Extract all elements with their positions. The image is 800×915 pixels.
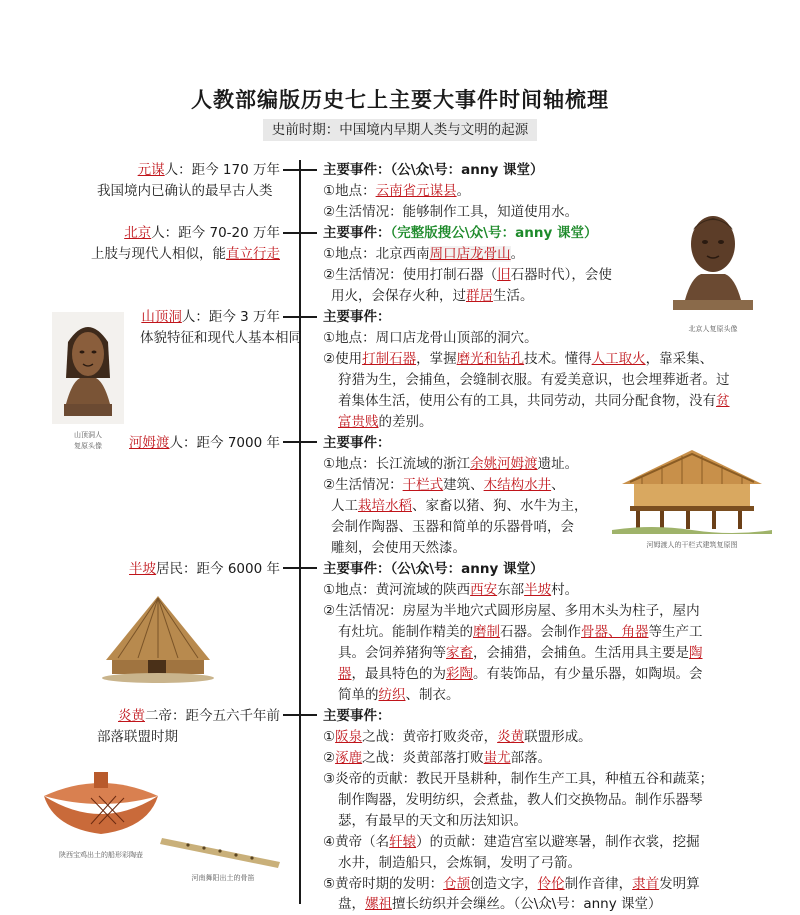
text: 。有装饰品，有少量乐器，如陶埙。会: [473, 666, 703, 682]
banpo-line3: [338, 622, 703, 643]
highlight: 炎黄: [497, 729, 525, 745]
timeline-tick: [283, 441, 317, 443]
text: 的差别。: [378, 414, 433, 430]
banpo-date: 居民：距今 6000 年: [156, 561, 280, 577]
text: 东部: [497, 582, 525, 598]
text: ，会捕猎，会捕鱼。生活用具主要是: [473, 645, 689, 661]
highlight: 蚩尤: [483, 750, 511, 766]
shandingdong-label: [141, 307, 280, 328]
highlight: 阪泉: [335, 729, 363, 745]
shandingdong-bust-image: [52, 312, 124, 424]
text: 、: [551, 477, 565, 493]
text: 技术。懂得: [524, 351, 592, 367]
banpo-line4: [338, 643, 703, 664]
beijing-desc: [91, 244, 280, 265]
timeline-tick: [283, 232, 317, 234]
text: ①地点：黄河流域的陕西: [323, 582, 471, 598]
beijing-man-bust-image: [663, 200, 763, 318]
yanhuang-line8: [323, 874, 700, 895]
yanhuang-line4: 制作陶器，发明纺织，会煮盐，教人们交换物品。制作乐器琴: [338, 792, 703, 808]
timeline-tick: [283, 714, 317, 716]
highlight: 家畜: [446, 645, 473, 661]
highlight: 贫: [716, 393, 730, 409]
boat-shaped-pottery-image: [36, 762, 166, 844]
highlight: 云南省元谋县: [375, 183, 457, 199]
text: 遗址。: [537, 456, 579, 472]
text: ，靠采集、: [645, 351, 714, 367]
text: ①地点：: [323, 183, 376, 199]
text: ①地点：长江流域的浙江: [323, 456, 471, 472]
yuanmou-line2: ②生活情况：能够制作工具，知道使用水。: [323, 204, 579, 220]
timeline-tick: [283, 567, 317, 569]
banpo-line6: [338, 685, 460, 706]
banpo-house-image: [98, 590, 218, 686]
yanhuang-line3: ③炎帝的贡献：教民开垦耕种，制作生产工具，种植五谷和蔬菜；: [323, 771, 714, 787]
text: 主要事件：: [323, 225, 391, 241]
text: 、家畜以猪、狗、水牛为主，: [412, 498, 588, 514]
shandingdong-line3: 狩猎为生，会捕鱼，会缝制衣服。有爱美意识，也会埋葬逝者。过: [338, 372, 730, 388]
yuanmou-name: 元谋: [137, 162, 165, 178]
beijing-line1: [323, 244, 524, 265]
text: 之战：黄帝打败炎帝，: [362, 729, 498, 745]
yuanmou-line1: [323, 181, 470, 202]
banpo-line2: ②生活情况：房屋为半地穴式圆形房屋、多用木头为柱子，屋内: [323, 603, 700, 619]
stilt-house-image: [612, 444, 772, 534]
highlight: 彩陶: [446, 666, 473, 682]
highlight: 人工取火: [591, 351, 646, 367]
shandingdong-line2: [323, 349, 713, 370]
text: ，最具特色的为: [351, 666, 446, 682]
yanhuang-line6: [323, 832, 700, 853]
highlight: 嫘祖: [365, 896, 392, 912]
hemudu-line3: [331, 496, 588, 517]
highlight: 干栏式: [402, 477, 444, 493]
beijing-date: 人：距今 70-20 万年: [151, 225, 280, 241]
yanhuang-line2: [323, 748, 551, 769]
shandingdong-caption-2: 复原头像: [74, 442, 102, 450]
text: 石器时代），会使: [510, 267, 612, 283]
timeline-axis: [299, 160, 301, 904]
beijing-line3: [331, 286, 534, 307]
banpo-line5: [338, 664, 703, 685]
text: ②使用: [323, 351, 363, 367]
yanhuang-line7: 水井，制造船只，会炼铜，发明了弓箭。: [338, 855, 581, 871]
yanhuang-head: 主要事件：: [323, 708, 391, 724]
hemudu-line1: [323, 454, 578, 475]
beijing-label: [124, 223, 280, 244]
text: ④黄帝（名: [323, 834, 390, 850]
text: 生活。: [493, 288, 534, 304]
hemudu-label: [129, 433, 280, 454]
highlight: 涿鹿: [335, 750, 363, 766]
beijing-name: 北京: [124, 225, 152, 241]
highlight: 栽培水稻: [358, 498, 412, 514]
beijing-head: [323, 223, 597, 244]
text: ）的贡献：建造宫室以避寒暑，制作衣裳，挖掘: [416, 834, 700, 850]
text: 上肢与现代人相似，能: [91, 246, 226, 262]
banpo-label: [129, 559, 280, 580]
shandingdong-name: 山顶洞: [141, 309, 182, 325]
text: ②生活情况：: [323, 477, 403, 493]
highlight: 旧: [497, 267, 511, 283]
highlight: 群居: [466, 288, 493, 304]
pottery-caption: 陕西宝鸡出土的船形彩陶壶: [59, 851, 143, 859]
text: 之战：炎黄部落打败: [362, 750, 484, 766]
shandingdong-line1: ①地点：周口店龙骨山顶部的洞穴。: [323, 330, 538, 346]
shandingdong-head: 主要事件：: [323, 309, 391, 325]
bone-flute-image: [158, 832, 284, 872]
text: 擅长纺织并会缫丝。（公\众\号：anny 课堂）: [392, 896, 662, 912]
highlight: 仓颉: [443, 876, 471, 892]
banpo-name: 半坡: [129, 561, 157, 577]
highlight: 直立行走: [226, 246, 280, 262]
text: 制作音律，: [564, 876, 633, 892]
text: 用火，会保存火种，过: [331, 288, 466, 304]
shandingdong-desc: 体貌特征和现代人基本相同: [140, 330, 302, 346]
hemudu-line5: 雕刻，会使用天然漆。: [331, 540, 466, 556]
shandingdong-date: 人：距今 3 万年: [181, 309, 280, 325]
timeline-tick: [283, 316, 317, 318]
highlight: 西安: [470, 582, 498, 598]
highlight: 隶首: [632, 876, 660, 892]
page-title: 人教部编版历史七上主要大事件时间轴梳理: [191, 87, 609, 112]
shandingdong-line5: [338, 412, 433, 433]
text: 。: [456, 183, 471, 199]
yanhuang-date: 二帝：距今五六千年前: [145, 708, 280, 724]
highlight: 伶伦: [537, 876, 565, 892]
highlight: 磨光和钻孔: [456, 351, 525, 367]
banpo-line1: [323, 580, 578, 601]
text: ②生活情况：使用打制石器（: [323, 267, 498, 283]
yanhuang-desc: 部落联盟时期: [97, 729, 178, 745]
highlight: 陶: [689, 645, 703, 661]
shandingdong-caption-1: 山顶洞人: [74, 431, 102, 439]
highlight: 半坡: [524, 582, 552, 598]
yanhuang-line9: [338, 894, 662, 915]
timeline-tick: [283, 169, 317, 171]
flute-caption: 河南舞阳出土的骨笛: [191, 874, 255, 882]
highlight: 打制石器: [362, 351, 417, 367]
highlight: 骨器、角器: [581, 624, 649, 640]
text: ②: [323, 750, 336, 766]
yuanmou-desc: 我国境内已确认的最早古人类: [97, 183, 273, 199]
text: ，掌握: [416, 351, 457, 367]
text: 部落。: [510, 750, 552, 766]
text: 盘，: [338, 896, 365, 912]
hemudu-date: 人：距今 7000 年: [169, 435, 280, 451]
highlight: 富贵贱: [338, 414, 379, 430]
yanhuang-line1: [323, 727, 592, 748]
promo-text: （完整版搜公\众\号：anny 课堂）: [390, 225, 598, 241]
highlight: 余姚河姆渡: [470, 456, 538, 472]
highlight: 轩辕: [389, 834, 417, 850]
highlight: 周口店龙骨山: [429, 246, 511, 262]
text: ⑤黄帝时期的发明：: [323, 876, 444, 892]
text: 。: [510, 246, 525, 262]
yuanmou-label: [138, 160, 280, 181]
text: 着集体生活，使用公有的工具，共同劳动，共同分配食物，没有: [338, 393, 716, 409]
shandingdong-line4: [338, 391, 730, 412]
highlight: 磨制: [473, 624, 500, 640]
highlight: 纺织: [378, 687, 406, 703]
text: 有灶坑。能制作精美的: [338, 624, 473, 640]
text: 村。: [551, 582, 579, 598]
hemudu-line2: [323, 475, 565, 496]
hemudu-head: 主要事件：: [323, 435, 391, 451]
text: 等生产工: [648, 624, 703, 640]
hemudu-caption: 河姆渡人的干栏式建筑复原图: [646, 541, 738, 549]
yuanmou-date: 人：距今 170 万年: [164, 162, 280, 178]
beijing-line2: [323, 265, 612, 286]
highlight: 器: [338, 666, 352, 682]
yanhuang-label: [118, 706, 280, 727]
yanhuang-line5: 瑟，有最早的天文和历法知识。: [338, 813, 527, 829]
text: 建筑、: [443, 477, 484, 493]
text: 具。会饲养猪狗等: [338, 645, 446, 661]
yuanmou-head: 主要事件：（公\众\号：anny 课堂）: [323, 162, 544, 178]
text: 联盟形成。: [524, 729, 592, 745]
hemudu-name: 河姆渡: [129, 435, 170, 451]
text: 发明算: [659, 876, 700, 892]
hemudu-line4: 会制作陶器、玉器和简单的乐器骨哨，会: [331, 519, 574, 535]
text: ①地点：北京西南: [323, 246, 430, 262]
text: 创造文字，: [470, 876, 538, 892]
text: 石器。会制作: [500, 624, 581, 640]
yanhuang-name: 炎黄: [118, 708, 145, 724]
page-subtitle: 史前时期：中国境内早期人类与文明的起源: [263, 119, 537, 141]
beijing-caption: 北京人复原头像: [688, 325, 738, 333]
text: 人工: [331, 498, 358, 514]
text: ①: [323, 729, 336, 745]
text: 简单的: [338, 687, 379, 703]
highlight: 木结构水井: [483, 477, 552, 493]
text: 、制衣。: [405, 687, 460, 703]
banpo-head: 主要事件：（公\众\号：anny 课堂）: [323, 561, 544, 577]
